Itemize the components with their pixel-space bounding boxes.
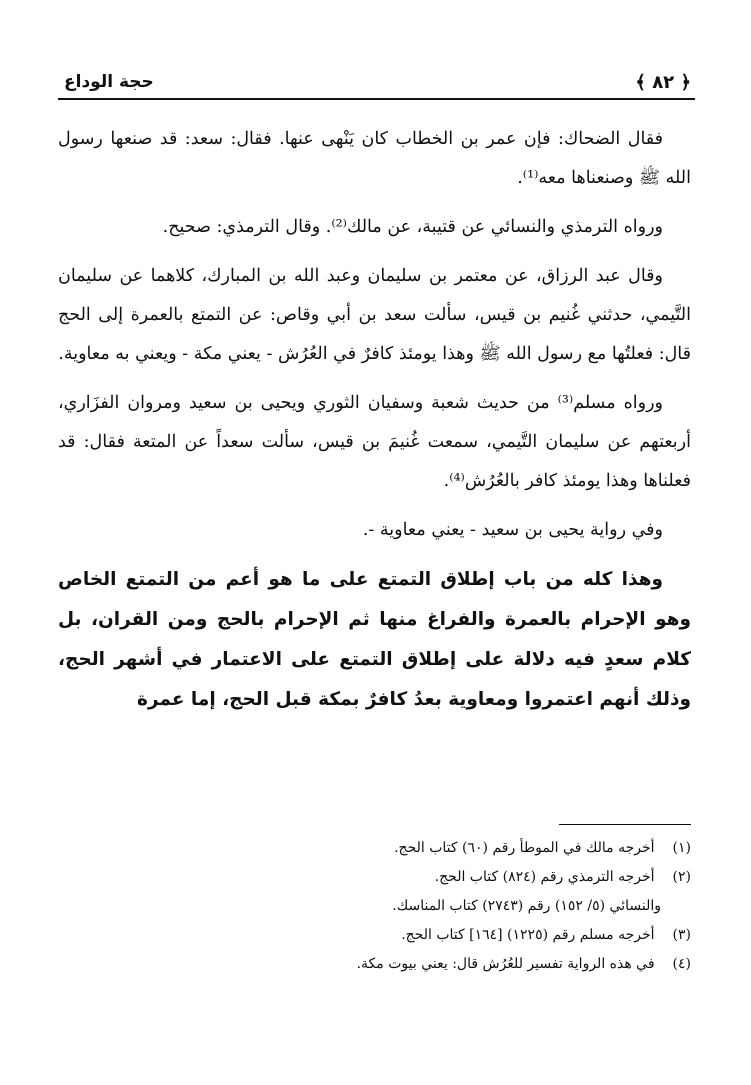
paragraph: فقال الضحاك: فإن عمر بن الخطاب كان يَنْهى عنها. فقال: سعد: قد صنعها رسول الله ﷺ وصنعناها معه⁽¹⁾. [58,129,691,188]
footnotes-divider [559,824,691,825]
footnote-text: أخرجه الترمذي رقم (٨٢٤) كتاب الحج. [434,869,655,885]
footnote-number: (٣) [672,927,691,943]
main-text [58,120,691,730]
footnote [58,921,691,950]
footnote-text: أخرجه مالك في الموطأ رقم (٦٠) كتاب الحج. [394,840,655,856]
footnote-number: (٤) [672,956,691,972]
footnote [58,834,691,863]
paragraph: وفي رواية يحيى بن سعيد - يعني معاوية -. [362,520,663,540]
footnote-text: أخرجه مسلم رقم (١٢٢٥) [١٦٤] كتاب الحج. [401,927,655,943]
bold-paragraph: وهذا كله من باب إطلاق التمتع على ما هو أعم من التمتع الخاص وهو الإحرام بالعمرة والفراغ منها ثم الإحرام بالحج ومن القران، بل كلام سعدٍ فيه دلالة على إطلاق التمتع على الاعتمار في أشهر الحج، وذلك أنهم اعتمروا ومعاوية بعدُ كافرٌ بمكة قبل الحج، إما عمرة [58,569,691,710]
paragraph: ورواه مسلم⁽³⁾ من حديث شعبة وسفيان الثوري ويحيى بن سعيد ومروان الفزَاري، أربعتهم عن سليمان التَّيمي، سمعت غُنيمَ بن قيس، سألت سعداً عن المتعة فقال: قد فعلناها وهذا يومئذ كافر بالعُرُش⁽⁴⁾. [58,393,691,491]
footnote [58,863,691,892]
page-header [58,68,695,100]
running-title: حجة الوداع [64,72,154,92]
footnote-text: والنسائي (٥/ ١٥٢) رقم (٢٧٤٣) كتاب المناسك. [392,898,661,914]
paragraph: وقال عبد الرزاق، عن معتمر بن سليمان وعبد الله بن المبارك، كلاهما عن سليمان التَّيمي، حدثني غُنيم بن قيس، سألت سعد بن أبي وقاص: عن التمتع بالعمرة إلى الحج قال: فعلتُها مع رسول الله ﷺ وهذا يومئذ كافرٌ في العُرُش - يعني مكة - ويعني به معاوية. [58,266,691,364]
footnote [58,950,691,979]
page-number: ﴿ ٨٢ ﴾ [635,72,691,93]
footnote-number: (٢) [672,869,691,885]
footnote-number: (١) [672,840,691,856]
footnote-continuation [58,892,691,921]
footnotes [58,834,691,979]
footnote-text: في هذه الرواية تفسير للعُرُش قال: يعني بيوت مكة. [356,956,655,972]
paragraph: ورواه الترمذي والنسائي عن قتيبة، عن مالك⁽²⁾. وقال الترمذي: صحيح. [162,217,663,237]
